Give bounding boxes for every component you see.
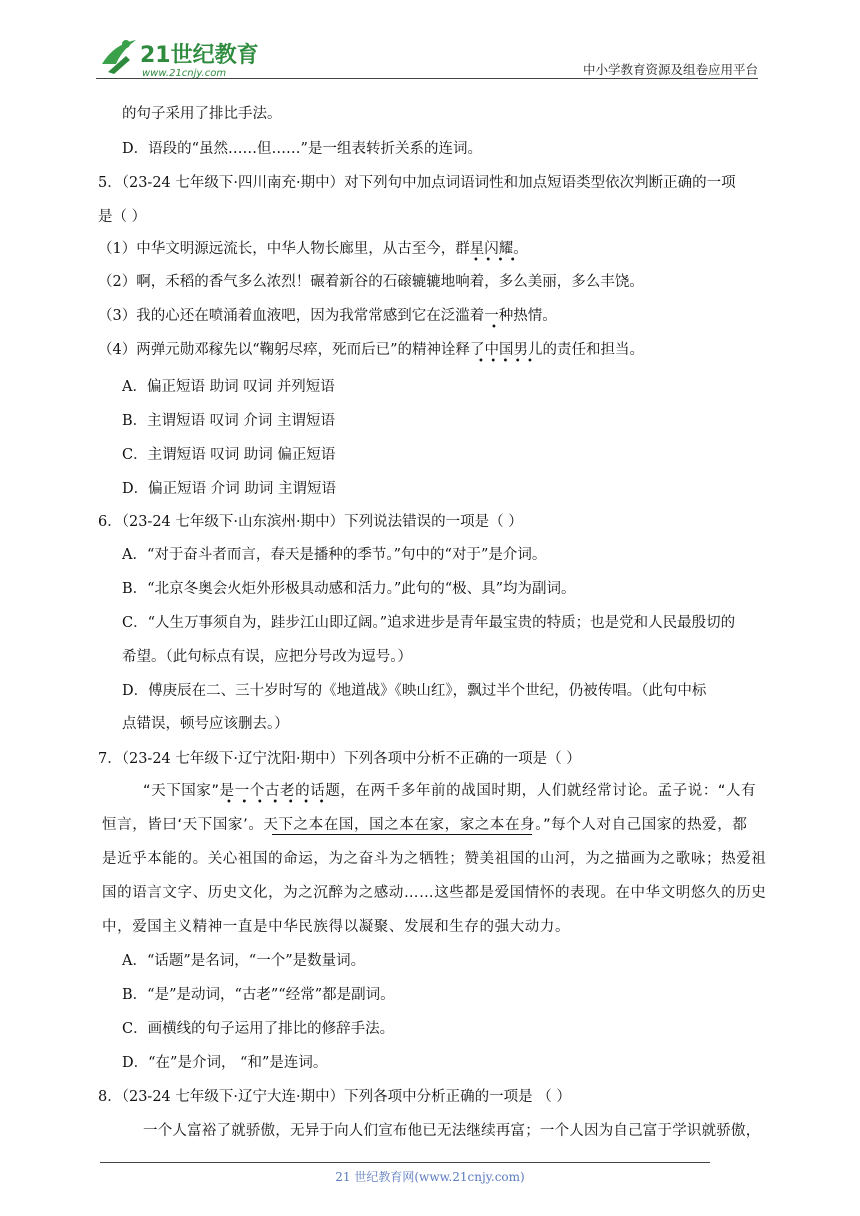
- site-logo: [96, 34, 266, 80]
- q7-option-d: D．“在”是介词， “和”是连词。: [122, 1055, 328, 1071]
- q7-option-b: B．“是”是动词，“古老”“经常”都是副词。: [122, 987, 395, 1003]
- passage-line: 一个人富裕了就骄傲，无异于向人们宣布他已无法继续再富；一个人因为自己富于学识就骄傲，: [143, 1123, 761, 1139]
- passage-line: 恒言，皆曰‘天下国家’。天下之本在国，国之本在家，家之本在身。”每个人对自己国家的热爱，都: [102, 817, 748, 833]
- question-8: 8．（23-24 七年级下·辽宁大连·期中）下列各项中分析正确的一项是 （ ）: [98, 1089, 571, 1105]
- logo-url: www.21cnjy.com: [142, 68, 227, 79]
- question-7: 7．（23-24 七年级下·辽宁沈阳·期中）下列各项中分析不正确的一项是（ ）: [98, 751, 581, 767]
- passage-line: “天下国家”是一个古老的话题，在两千多年前的战国时期，人们就经常讨论。孟子说：“人有: [143, 783, 757, 799]
- emphasis-dots: • • • • •: [478, 356, 533, 367]
- passage-line: 中，爱国主义精神一直是中华民族得以凝聚、发展和生存的强大动力。: [102, 919, 571, 935]
- q6-option-d-cont: 点错误，顿号应该删去。）: [122, 716, 289, 732]
- emphasis-dots: • • • • • • •: [226, 797, 325, 808]
- q7-option-a: A．“话题”是名词，“一个”是数量词。: [122, 953, 366, 969]
- q6-option-a: A．“对于奋斗者而言，春天是播种的季节。”句中的“对于”是介词。: [122, 547, 547, 563]
- passage-line: 是近乎本能的。关心祖国的命运，为之奋斗为之牺牲；赞美祖国的山河，为之描画为之歌咏；热爱祖: [102, 851, 767, 867]
- text-line: 的句子采用了排比手法。: [122, 106, 282, 122]
- q6-option-d: D．傅庚辰在二、三十岁时写的《地道战》《映山红》，飘过半个世纪，仍被传唱。（此句中标: [122, 683, 707, 699]
- emphasis-dots: • • • •: [473, 255, 516, 266]
- q5-option-d: D．偏正短语 介词 助词 主谓短语: [122, 481, 336, 497]
- footer-divider: [100, 1162, 710, 1163]
- footer-text: 21 世纪教育网(www.21cnjy.com): [335, 1170, 525, 1184]
- option-d: D．语段的“虽然……但……”是一组表转折关系的连词。: [122, 141, 482, 157]
- q5-sentence-4: （4）两弹元勋邓稼先以“鞠躬尽瘁，死而后已”的精神诠释了中国男儿的责任和担当。: [98, 342, 645, 358]
- q6-option-c-cont: 希望。（此句标点有误，应把分号改为逗号。）: [122, 649, 412, 665]
- q6-option-c: C．“人生万事须自为，跬步江山即辽阔。”追求进步是青年最宝贵的特质；也是党和人民最殷切的: [122, 615, 736, 631]
- platform-title: 中小学教育资源及组卷应用平台: [582, 62, 758, 77]
- sentence-underline: [272, 834, 532, 835]
- passage-line: 国的语言文字、历史文化，为之沉醉为之感动……这些都是爱国情怀的表现。在中华文明悠久的历史: [102, 885, 767, 901]
- q5-option-a: A．偏正短语 助词 叹词 并列短语: [122, 379, 335, 395]
- q5-option-b: B．主谓短语 叹词 介词 主谓短语: [122, 413, 335, 429]
- q5-sentence-1: （1）中华文明源远流长，中华人物长廊里，从古至今，群星闪耀。: [98, 241, 528, 257]
- q5-sentence-3: （3）我的心还在喷涌着血液吧，因为我常常感到它在泛滥着一种热情。: [98, 308, 557, 324]
- q5-option-c: C．主谓短语 叹词 助词 偏正短语: [122, 447, 336, 463]
- emphasis-dots: •: [491, 322, 497, 333]
- q6-option-b: B．“北京冬奥会火炬外形极具动感和活力。”此句的“极、具”均为副词。: [122, 581, 576, 597]
- logo-text: 21世纪教育: [140, 43, 259, 68]
- q7-option-c: C．画横线的句子运用了排比的修辞手法。: [122, 1021, 395, 1037]
- question-6: 6．（23-24 七年级下·山东滨州·期中）下列说法错误的一项是（ ）: [98, 514, 523, 530]
- question-5-cont: 是（ ）: [98, 209, 147, 225]
- header-divider: [96, 78, 758, 79]
- q5-sentence-2: （2）啊，禾稻的香气多么浓烈！碾着新谷的石磙辘辘地响着，多么美丽，多么丰饶。: [98, 274, 644, 290]
- question-5: 5．（23-24 七年级下·四川南充·期中）对下列句中加点词语词性和加点短语类型依次判断正确的一项: [98, 175, 736, 191]
